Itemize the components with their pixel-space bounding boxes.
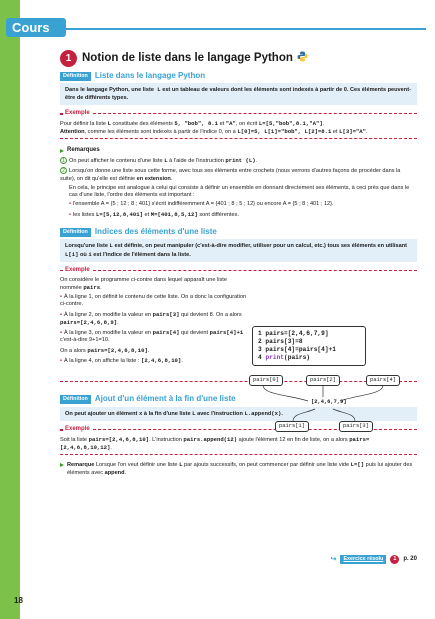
definition-2-header	[60, 227, 417, 237]
text: est un tableau de valeurs dont les	[160, 87, 254, 94]
definition-2-box: Lorsqu'une liste L est définie, on peut manipuler (c'est-à-dire modifier, utiliser pour un calcul, etc.) tous ses éléments en utilisant L[i] où i est l'indice de l'élément dans la liste.	[60, 239, 417, 262]
example-1-text: Pour définir la liste L constituée des éléments 5, "bob", 8.1 et "A", on écrit L=[5,"bob",8.1,"A"]. Attention, comme les éléments sont indexés à partir de l'indice 0, on a L[0]=5, L[1]="bob", L[2]=8.1 et L[3]="A".	[60, 119, 368, 135]
text: Dans le langage	[65, 87, 110, 94]
remark-bottom: Remarque Lorsque l'on veut définir une liste L par ajouts successifs, on peut commencer par définir une liste vide L=[] puis lui ajouter des éléments avec append.	[60, 461, 417, 477]
example-end-rule	[60, 138, 417, 139]
index-label-3: pairs[3]	[339, 421, 373, 432]
example-label: Exemple	[60, 267, 417, 275]
text: liste	[142, 87, 154, 94]
text: sont indexés à partir de 0. Ces éléments peuvent-être de différents types.	[65, 87, 411, 101]
definition-1-header	[60, 71, 417, 81]
definition-badge: Définition	[60, 395, 91, 404]
exercise-reference[interactable]	[331, 555, 417, 564]
arrow-icon: ↪	[330, 556, 337, 563]
code: L	[153, 86, 161, 94]
definition-title: Liste dans le langage Python	[94, 71, 206, 80]
remark-1: 1 On peut afficher le contenu d'une liste L à l'aide de l'instruction print (L).	[60, 157, 417, 165]
remark-bullet: • l'ensemble A = {5 ; 12 ; 8 ; 401} s'écrit indifféremment A = {401 ; 8 ; 5 ; 12} ou encore A = {5 ; 8 ; 401 ; 12}.	[69, 201, 334, 208]
definition-title: Indices des éléments d'une liste	[94, 226, 217, 236]
arrow-0	[263, 385, 308, 401]
code-block	[252, 326, 366, 366]
page-number: 18	[14, 596, 23, 605]
section-number: 1	[60, 50, 77, 67]
definition-badge: Définition	[60, 72, 91, 81]
index-arrows	[245, 383, 395, 423]
example-label: Exemple	[60, 110, 417, 118]
index-label-4: pairs[4]	[366, 375, 400, 386]
exercise-number: 1	[390, 555, 399, 564]
code-line-4: 4 print(pairs)	[258, 354, 311, 362]
definition-1-box	[60, 83, 417, 105]
arrow-1	[293, 409, 315, 421]
section-title	[60, 48, 417, 68]
definition-badge: Définition	[60, 228, 91, 237]
remarks-heading: Remarques	[60, 147, 417, 155]
example-end-rule	[60, 454, 417, 455]
index-label-2: pairs[2]	[306, 375, 340, 386]
example-label: Exemple	[60, 426, 417, 434]
index-label-1: pairs[1]	[275, 421, 309, 432]
index-label-0: pairs[0]	[249, 375, 283, 386]
section-title-text: Notion de liste dans le langage Python	[82, 51, 293, 64]
remark-bullet: • les listes L=[5,12,8,401] et M=[401,8,5,12] sont différentes.	[69, 210, 240, 218]
example-3-text: Soit la liste pairs=[2,4,6,8,10]. L'instruction pairs.append(12) ajoute l'élément 12 en fin de liste, on a alors pairs=[2,4,6,8,10,12].	[60, 435, 370, 451]
arrow-4	[340, 385, 383, 401]
text: , une	[128, 87, 143, 94]
left-sidebar-stripe	[0, 0, 20, 619]
code-line-2: 2 pairs[3]=8	[258, 338, 303, 346]
code-line-3: 3 pairs[4]=pairs[4]+1	[258, 346, 336, 354]
definition-title: Ajout d'un élément à la fin d'une liste	[94, 394, 236, 404]
code-line-1: 1 pairs=[2,4,6,7,9]	[258, 330, 329, 337]
arrow-3	[333, 409, 355, 421]
definition-3-box: On peut ajouter un élément x à la fin d'une liste L avec l'instruction L.append(x).	[60, 407, 417, 421]
example-2-text: On considère le programme ci-contre dans lequel apparaît une liste nommée pairs. • À la ligne 1, on définit le contenu de cette liste. On a donc la configuration ci-contre. • À la ligne 2, on modifie la valeur en pairs[3] qui devient 8. On a alors pairs=[2,4,6,8,9]. • À la ligne 3, on modifie la valeur en pairs[4] qui devient pairs[4]+1 c'est-à-dire 9+1=10. On a alors pairs=[2,4,6,8,10]. • À la ligne 4, on affiche la liste : [2,4,6,8,10].	[60, 276, 247, 365]
text: éléments	[253, 87, 278, 94]
list-values: [2,4,6,7,9]	[308, 398, 350, 407]
remark-2: 2 Lorsqu'on donne une liste sous cette forme, avec tous ses éléments entre crochets (nous verrons d'autres façons de procéder dans la suite), on dit qu'elle est définie en extension.	[60, 168, 401, 182]
text: Python	[109, 87, 129, 94]
python-logo-icon	[297, 51, 308, 65]
header-rule	[66, 28, 426, 30]
exercise-link[interactable]: Exercice résolu	[340, 555, 386, 564]
remark-2-paragraph: En cela, le principe est analogue à celui qui consiste à définir un ensemble en donnant directement ses éléments, à ceci près que dans le cas d'une liste, l'ordre des éléments est important :	[69, 184, 410, 199]
exercise-page: p. 20	[403, 555, 417, 562]
cours-tab: Cours	[6, 18, 66, 37]
